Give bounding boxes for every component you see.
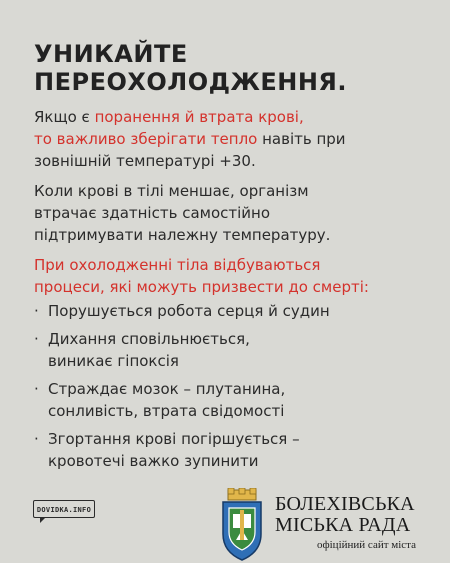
bullet-2-line1: Дихання сповільнюється, — [48, 330, 250, 348]
p1-text-end: навіть при — [257, 130, 346, 148]
p2-line3: підтримувати належну температуру. — [34, 226, 331, 244]
list-item — [34, 328, 424, 372]
council-name-line2: МІСЬКА РАДА — [275, 514, 411, 536]
title-line-1: УНИКАЙТЕ — [34, 40, 188, 68]
speech-bubble-tail-icon — [40, 517, 46, 523]
crown-icon — [228, 488, 256, 500]
p3-line1: При охолодженні тіла відбуваються — [34, 256, 321, 274]
p1-text-start: Якщо є — [34, 108, 95, 126]
p2-line2: втрачає здатність самостійно — [34, 204, 271, 222]
paragraph-body-temperature — [34, 180, 424, 246]
list-item — [34, 428, 424, 472]
p2-line1: Коли крові в тілі меншає, організм — [34, 182, 309, 200]
consequences-list — [34, 300, 424, 478]
bullet-3-line1: Страждає мозок – плутанина, — [48, 380, 286, 398]
bullet-dot: · — [34, 430, 39, 448]
list-item — [34, 378, 424, 422]
council-name-line1: БОЛЕХІВСЬКА — [275, 493, 415, 515]
paragraph-warning — [34, 254, 424, 298]
paragraph-blood-loss — [34, 106, 424, 172]
dovidka-logo: DOVIDKA.INFO — [33, 500, 95, 518]
p1-red-part1: поранення й втрата крові, — [94, 108, 304, 126]
bullet-dot: · — [34, 330, 39, 348]
bullet-4-line2: кровотечі важко зупинити — [48, 452, 259, 470]
bullet-dot: · — [34, 380, 39, 398]
city-council-name — [275, 494, 415, 535]
bullet-4-line1: Згортання крові погіршується – — [48, 430, 300, 448]
bullet-2-line2: виникає гіпоксія — [48, 352, 179, 370]
page-title — [34, 40, 347, 96]
bullet-1-line1: Порушується робота серця й судин — [48, 302, 330, 320]
council-subtitle: офіційний сайт міста — [317, 539, 416, 551]
bullet-3-line2: сонливість, втрата свідомості — [48, 402, 285, 420]
bullet-dot: · — [34, 302, 39, 320]
p3-line2: процеси, які можуть призвести до смерті: — [34, 278, 369, 296]
city-coat-of-arms-icon — [218, 488, 266, 562]
title-line-2: ПЕРЕОХОЛОДЖЕННЯ. — [34, 68, 348, 96]
p1-line3: зовнішній температурі +30. — [34, 152, 256, 170]
list-item — [34, 300, 424, 322]
p1-red-part2: то важливо зберігати тепло — [34, 130, 258, 148]
